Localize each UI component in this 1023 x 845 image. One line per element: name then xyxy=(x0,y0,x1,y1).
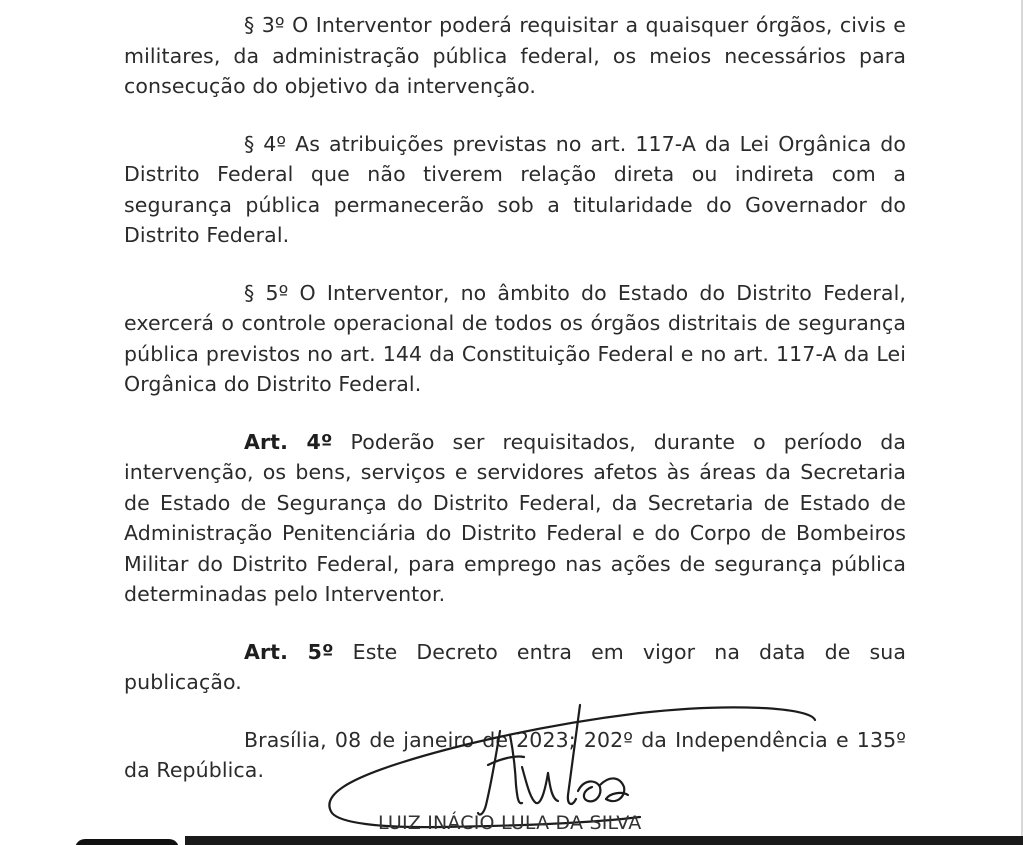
article-5-heading: Art. 5º xyxy=(244,639,334,664)
article-5 xyxy=(124,637,906,698)
article-5-text: Este Decreto entra em vigor na data de sua publicação. xyxy=(124,639,906,694)
bottom-tab-shape xyxy=(75,839,179,845)
article-4 xyxy=(124,427,906,610)
paragraph-5 xyxy=(124,278,906,400)
paragraph-4 xyxy=(124,129,906,251)
bottom-bar xyxy=(185,836,1023,845)
article-4-heading: Art. 4º xyxy=(244,429,333,454)
decree-body xyxy=(124,10,906,786)
signature-block xyxy=(310,695,830,840)
paragraph-3-text: § 3º O Interventor poderá requisitar a quaisquer órgãos, civis e militares, da administração pública federal, os meios necessários para consecução do objetivo da intervenção. xyxy=(124,13,906,98)
article-4-text: Poderão ser requisitados, durante o período da intervenção, os bens, serviços e servidores afetos às áreas da Secretaria de Estado de Segurança do Distrito Federal, da Secretaria de Estado de Administração Penitenciária do Distrito Federal e do Corpo de Bombeiros Militar do Distrito Federal, para emprego nas ações de segurança pública determinadas pelo Interventor. xyxy=(124,429,906,606)
paragraph-5-text: § 5º O Interventor, no âmbito do Estado do Distrito Federal, exercerá o controle operacional de todos os órgãos distritais de segurança pública previstos no art. 144 da Constituição Federal e no art. 117-A da Lei Orgânica do Distrito Federal. xyxy=(124,280,906,396)
date-line-text: Brasília, 08 de janeiro de 2023; 202º da Independência e 135º da República. xyxy=(124,727,906,782)
signatory-name: LUIZ INÁCIO LULA DA SILVA xyxy=(378,812,642,834)
paragraph-4-text: § 4º As atribuições previstas no art. 117-A da Lei Orgânica do Distrito Federal que não tiverem relação direta ou indireta com a segurança pública permanecerão sob a titularidade do Governador do Distrito Federal. xyxy=(124,131,906,247)
paragraph-3 xyxy=(124,10,906,102)
